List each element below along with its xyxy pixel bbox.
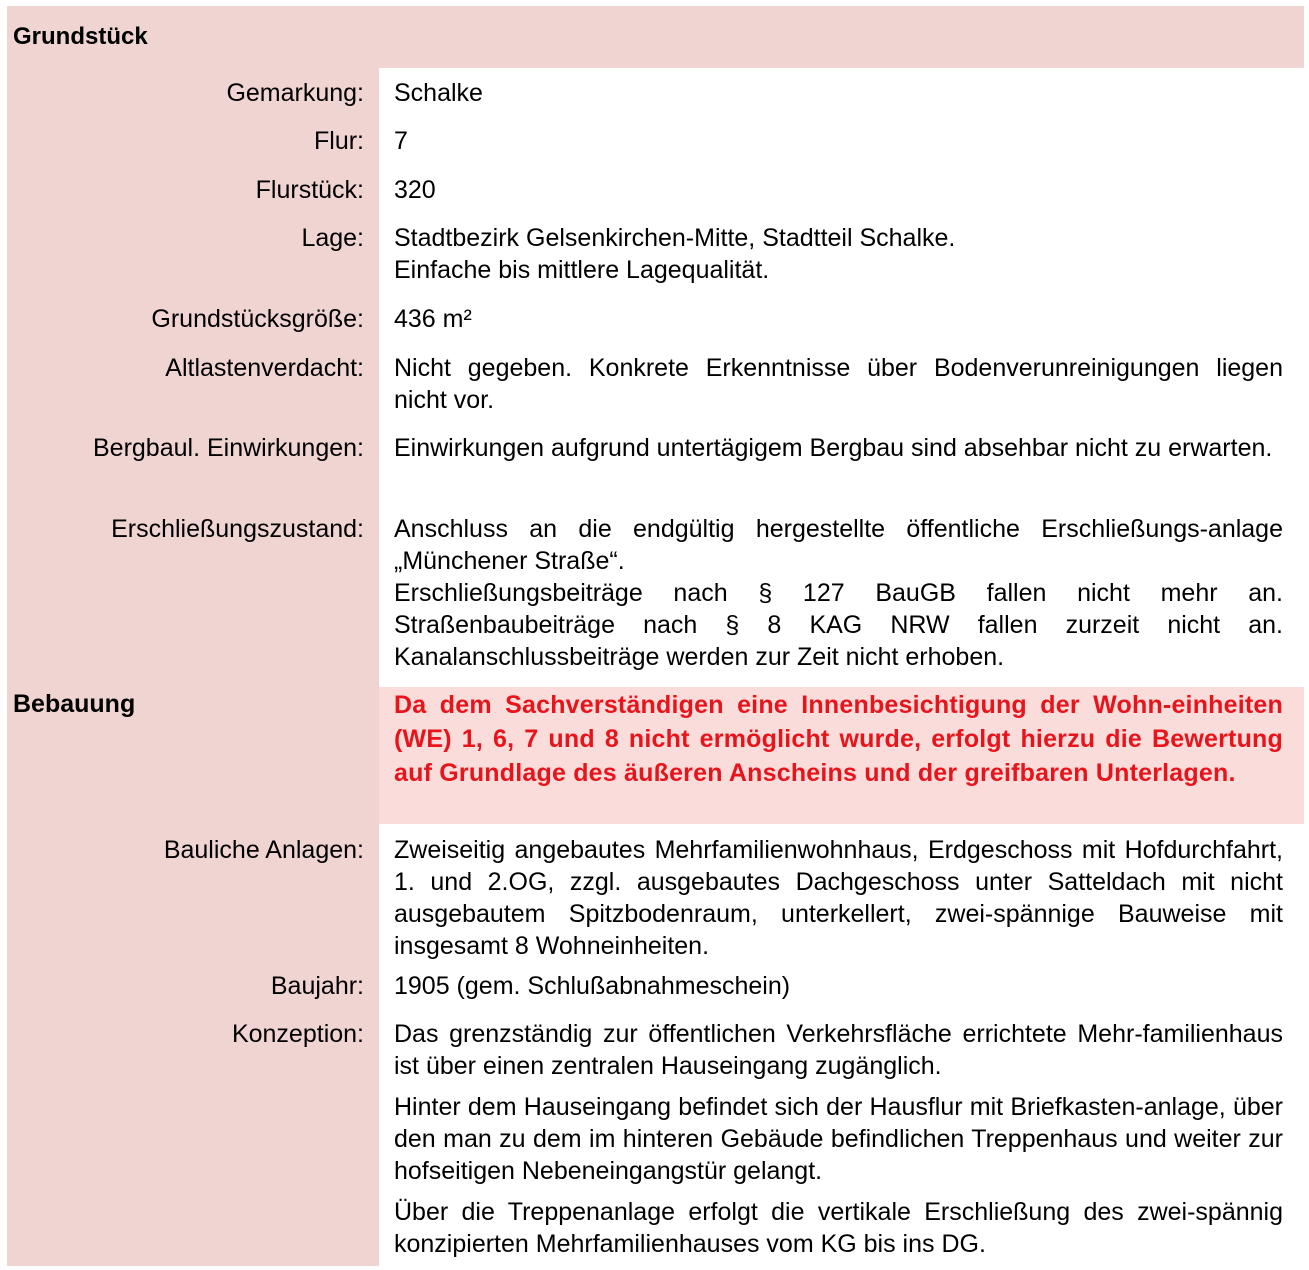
konzeption-paragraph-3: Über die Treppenanlage erfolgt die vertikale Erschließung des zwei-spännig konzipierten Mehrfamilienhauses vom KG bis ins DG. [394, 1198, 1283, 1258]
label-gemarkung: Gemarkung: [226, 79, 364, 107]
value-flurstueck: 320 [394, 176, 436, 204]
value-erschliessungszustand [394, 513, 1283, 673]
value-erschliessung-beitraege: Erschließungsbeiträge nach § 127 BauGB fallen nicht mehr an. Straßenbaubeiträge nach § 8 KAG NRW fallen zurzeit nicht an. Kanalanschlussbeiträge werden zur Zeit nicht erhoben. [394, 579, 1283, 671]
label-flur: Flur: [314, 127, 364, 155]
value-lage [394, 222, 1283, 286]
value-bauliche-anlagen: Zweiseitig angebautes Mehrfamilienwohnhaus, Erdgeschoss mit Hofdurchfahrt, 1. und 2.OG, zzgl. ausgebautes Dachgeschoss unter Satteldach mit nicht ausgebautem Spitzbodenraum, unterkellert, zwei-spännige Bauweise mit insgesamt 8 Wohneinheiten. [394, 836, 1283, 960]
label-bauliche-anlagen: Bauliche Anlagen: [163, 836, 364, 864]
notice-text: Da dem Sachverständigen eine Innenbesichtigung der Wohn-einheiten (WE) 1, 6, 7 und 8 nicht ermöglicht wurde, erfolgt hierzu die Bewertung auf Grundlage des äußeren Anscheins und der greifbaren Unterlagen. [394, 691, 1283, 787]
value-baujahr: 1905 (gem. Schlußabnahmeschein) [394, 972, 791, 1000]
value-konzeption [394, 1018, 1283, 1260]
label-konzeption: Konzeption: [231, 1020, 364, 1048]
value-erschliessung-anschluss: Anschluss an die endgültig hergestellte öffentliche Erschließungs-anlage „Münchener Straße“. [394, 515, 1283, 575]
label-erschliessungszustand: Erschließungszustand: [111, 515, 364, 543]
konzeption-paragraph-2: Hinter dem Hauseingang befindet sich der Hausflur mit Briefkasten-anlage, über den man zu dem im hinteren Gebäude befindlichen Treppenhaus und weiter zur hofseitigen Nebeneingangstür gelangt. [394, 1093, 1283, 1185]
label-lage: Lage: [301, 224, 364, 252]
value-bergbau: Einwirkungen aufgrund untertägigem Bergbau sind absehbar nicht zu erwarten. [394, 434, 1273, 462]
value-lage-line2: Einfache bis mittlere Lagequalität. [394, 256, 770, 284]
value-lage-line1: Stadtbezirk Gelsenkirchen-Mitte, Stadtteil Schalke. [394, 224, 956, 252]
value-gemarkung: Schalke [394, 79, 483, 107]
section-title-bebauung: Bebauung [13, 690, 136, 718]
label-bergbau: Bergbaul. Einwirkungen: [93, 434, 364, 462]
value-altlastenverdacht: Nicht gegeben. Konkrete Erkenntnisse über Bodenverunreinigungen liegen nicht vor. [394, 354, 1283, 414]
section-title-grundstueck: Grundstück [13, 23, 148, 50]
section-header [7, 6, 1304, 68]
label-flurstueck: Flurstück: [255, 176, 364, 204]
value-grundstuecksgroesse: 436 m² [394, 305, 472, 333]
label-altlastenverdacht: Altlastenverdacht: [165, 354, 364, 382]
konzeption-paragraph-1: Das grenzständig zur öffentlichen Verkehrsfläche errichtete Mehr-familienhaus ist über einen zentralen Hauseingang zugänglich. [394, 1020, 1283, 1080]
value-flur: 7 [394, 127, 408, 155]
label-grundstuecksgroesse: Grundstücksgröße: [151, 305, 364, 333]
label-baujahr: Baujahr: [270, 972, 364, 1000]
